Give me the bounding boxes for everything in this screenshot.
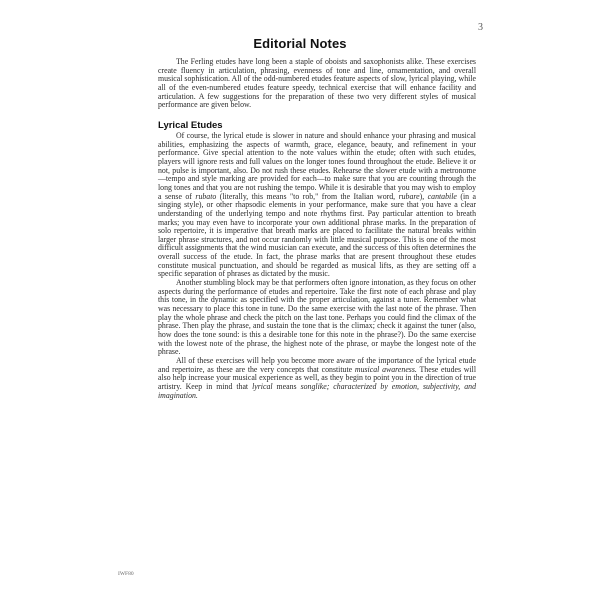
paragraph-text: Of course, the lyrical etude is slower in nature and should enhance your phrasing and musical abilities, emphasizing the aspects of warmth, grace, elegance, beauty, and refinement in your performance. Give special attention to the note values within the etude; often with such etudes, players will ignore rests and full values on the longer tones found throughout the etude. Believe it or not, pulse is important, also. Do not rush these etudes. Rehearse the slower etude with a metronome—tempo and style marking are provided for each—to make sure that you are counting through the long tones and that you are not rushing the tempo. While it is desirable that you may wish to employ a sense of (158, 130, 476, 201)
lyrical-paragraph-1 (158, 132, 476, 279)
italic-term-lyrical: lyrical (252, 381, 273, 391)
paragraph-text: ), (419, 191, 428, 201)
italic-term-rubare: rubare (398, 191, 420, 201)
italic-term-musical-awareness: musical awareness. (354, 364, 417, 374)
footer-code: IWF80 (118, 571, 134, 577)
italic-definition: songlike; characterized by emotion, subjectivity, and imagination. (158, 381, 476, 400)
paragraph-text: These etudes will also help increase your musical experience as well, as they begin to point you in the direction of true artistry. Keep in mind that (158, 364, 477, 391)
body-text (158, 58, 476, 400)
italic-term-cantabile: cantabile (427, 191, 457, 201)
intro-paragraph: The Ferling etudes have long been a staple of oboists and saxophonists alike. These exercises create fluency in articulation, phrasing, evenness of tone and line, ornamentation, and overall musical sophistication. All of the odd-numbered etudes feature aspects of slow, lyrical playing, while all of the even-numbered etudes feature speedy, technical exercise that will enhance facility and articulation. A few suggestions for the preparation of these two very different styles of musical performance are given below. (158, 57, 476, 110)
italic-term-rubato: rubato (195, 191, 217, 201)
page-title: Editorial Notes (253, 36, 347, 51)
lyrical-paragraph-3 (158, 357, 476, 400)
paragraph-text: (literally, this means "to rob," from the Italian word, (216, 191, 399, 201)
section-heading-lyrical-etudes: Lyrical Etudes (158, 119, 223, 131)
lyrical-paragraph-2: Another stumbling block may be that performers often ignore intonation, as they focus on other aspects during the performance of etudes and repertoire. Take the first note of each phrase and play this tone, in the dynamic as specified with the proper articulation, against a tuner. Remember what was necessary to place this tone in tune. Do the same exercise with the last note of the phrase. Then play the whole phrase and check the pitch on the last tone. Perhaps you could find the climax of the phrase. Then play the phrase, and sustain the tone that is the climax; check it against the tuner (also, how does the tone sound: is this a desirable tone for this note in the phrase?). Do the same exercise with the lowest note of the phrase, the highest note of the phrase, or maybe the longest note of the phrase. (158, 278, 476, 357)
page-number: 3 (478, 22, 483, 33)
paragraph-text: means (272, 381, 301, 391)
paragraph-text: (in a singing style), or other rhapsodic elements in your performance, make sure that you have a clear understanding of the underlying tempo and note rhythms first. Pay particular attention to breath marks; you may even have to incorporate your own additional phrase marks. In the preparation of solo repertoire, it is imperative that breath marks are placed to facilitate the natural breaks within larger phrase structures, and not occur randomly with little musical purpose. This is one of the most difficult assignments that the wind musician can execute, and the success of this often determines the overall success of the etude. In fact, the phrase marks that are present throughout these etudes constitute musical punctuation, and should be regarded as musical lifts, as they are setting off a specific separation of phrases as dictated by the music. (158, 191, 476, 279)
paragraph-text: All of these exercises will help you become more aware of the importance of the lyrical etude and repertoire, as these are the very concepts that constitute (158, 356, 476, 374)
